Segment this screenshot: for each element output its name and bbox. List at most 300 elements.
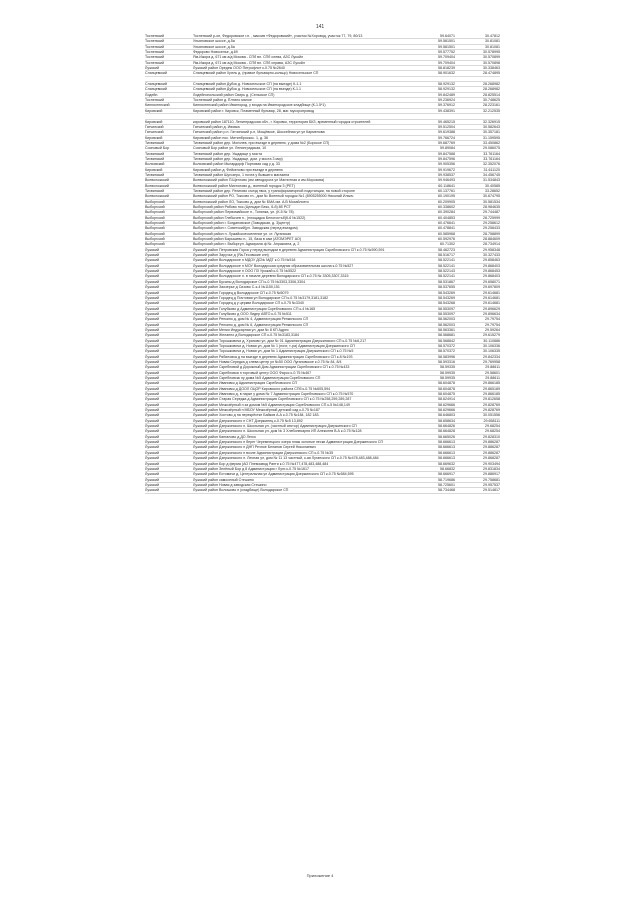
address-cell: Ульяновское шоссе, д.5а: [193, 39, 235, 44]
address-cell: Лужский район Оредеж ООО Петрофлот к-0.75 №2640: [193, 66, 285, 71]
latitude-cell: 60.190195: [438, 194, 455, 199]
district-cell: [145, 114, 193, 118]
longitude-cell: 30.47812: [485, 34, 500, 38]
longitude-cell: 28.725999: [483, 215, 500, 220]
address-cell: [193, 114, 409, 118]
address-cell: Кировский район д. Фейкелово при въезде в деревню: [193, 167, 283, 172]
district-cell: Выборгский: [145, 215, 165, 220]
longitude-cell: 33.450862: [483, 140, 500, 145]
district-cell: Лужский: [145, 429, 160, 434]
latitude-cell: 58.719686: [438, 477, 455, 482]
longitude-cell: 29.79754: [485, 317, 500, 322]
longitude-cell: 30.357181: [483, 130, 500, 135]
latitude-cell: 58.59935: [440, 370, 455, 375]
address-cell: Лужский район Капгалово д ДО Легко: [193, 434, 256, 439]
latitude-cell: 58.531867: [438, 279, 455, 284]
latitude-cell: 60.209905: [438, 199, 455, 204]
longitude-cell: 28.884609: [483, 237, 500, 242]
longitude-cell: 32.326915: [483, 119, 500, 124]
longitude-cell: 30.674795: [483, 194, 500, 199]
latitude-cell: 60.118641: [438, 183, 455, 188]
address-cell: Лужский район Дзержинского п. Школьная ул. (частный сектор) Администрация Дзержинского СП: [193, 424, 357, 429]
address-cell: Лужский район Межозёрный п за домом №5 Администрация Скребловского СП к-5 №148,149: [193, 402, 350, 407]
address-cell: Сланцевский район Хрель д. (правое бульварно-кольцо) Новосельское СП: [193, 71, 319, 76]
latitude-cell: 58.725601: [438, 482, 455, 487]
address-cell: Выборгский район Рябово пос.(Цельдин Беко, 6-й) 8б РСТ: [193, 205, 291, 209]
address-cell: Тихвинский район дер. Могилев, при въезде в деревню, у дома №2 (Борское СП): [193, 140, 330, 145]
longitude-cell: 30.81081: [485, 39, 500, 44]
longitude-cell: 29.514817: [483, 488, 500, 493]
address-cell: Сланцевский район Дубок д. Новосельское СП (на выезде) К-1.1: [193, 82, 302, 87]
address-cell: Лужский район Городец д у церкви Володарское СП к-0.75 №3340: [193, 301, 304, 306]
latitude-cell: 59.64071: [440, 34, 455, 38]
longitude-cell: 33.28652: [485, 188, 500, 193]
district-cell: Гатчинский: [145, 130, 164, 135]
district-cell: Сланцевский: [145, 87, 167, 92]
district-cell: Сланцевский: [145, 82, 167, 87]
longitude-cell: 28.268982: [483, 82, 500, 87]
address-cell: Кировский район пос. Митинброскос. 1, д. 36: [193, 135, 269, 140]
district-cell: Лужский: [145, 477, 160, 482]
latitude-cell: 58.734468: [438, 488, 455, 493]
longitude-cell: [458, 77, 500, 81]
address-cell: Кингисеппский район Ивангород, у входа на Ивангородское кладбище (К-1.5*1): [193, 103, 326, 108]
address-cell: Всеволожский район П.Щеглово (им автодорога ул Магнитная и им.Морозова): [193, 178, 325, 183]
latitude-cell: 58.665026: [438, 434, 455, 439]
district-cell: Лужский: [145, 285, 160, 290]
longitude-cell: 29.896629: [483, 306, 500, 311]
latitude-cell: 59.581501: [438, 39, 455, 44]
district-cell: Выборгский: [145, 237, 165, 242]
page-footer: Приложение 4: [306, 873, 334, 878]
latitude-cell: 58.583996: [438, 354, 455, 359]
address-cell: Гатчинский район д. Ивовка: [193, 124, 240, 129]
district-cell: Тихвинский: [145, 156, 165, 161]
district-cell: Тосненский: [145, 98, 165, 103]
address-cell: Лужский район Репкино д, дом № 4, Администрация Репкинского СП: [193, 317, 309, 322]
address-cell: Тосненский район д. Ёлтино малое: [193, 98, 252, 103]
address-cell: Выборгский район Первомайское п., Топянка, ул. (К-5 № 78): [193, 210, 294, 215]
longitude-cell: 29.258433: [483, 226, 500, 231]
address-cell: Волховский район Мыгардорф Портовая сад у д. 33: [193, 162, 280, 167]
address-cell: Лужский район Дзержинского п возле Администрации Дзержинского СП к-0.75 №35: [193, 450, 334, 455]
district-cell: Лужский: [145, 482, 160, 487]
latitude-cell: 58.604875: [438, 392, 455, 397]
address-cell: Лужский район Городец д Почтовая ул Володарское СП к-0.75 №3179,3181,3182: [193, 295, 329, 300]
latitude-cell: 58.666613: [438, 440, 455, 445]
longitude-cell: 30.581534: [483, 199, 500, 204]
address-cell: Тихвинский район Шугозеро, 1 почта у бывшего магазина: [193, 172, 290, 177]
latitude-cell: 58.66832: [440, 466, 455, 471]
address-cell: Лужский район Володарское п МОУ Володарская средняя образовательная школа к-0.75 №527: [193, 263, 354, 268]
district-cell: Лужский: [145, 66, 160, 71]
latitude-cell: 58.666917: [438, 472, 455, 477]
district-cell: Тихвинский: [145, 188, 165, 193]
latitude-cell: 60.338602: [438, 205, 455, 209]
address-cell: Гатчинский район р.п. Гатчинский р-н, Мощёвкое, Шоссейная ул ул Кармелова: [193, 130, 325, 135]
latitude-cell: 58.570372: [438, 343, 455, 348]
address-cell: Лужский район Голубково д Администрация Скребловского СП к-4 №165: [193, 306, 316, 311]
latitude-cell: 58.666613: [438, 456, 455, 461]
address-cell: Лужский район Хостово д на перекрёстке Байков А.А к-0.75 №184, 182 183.: [193, 413, 320, 418]
district-cell: Выборгский: [145, 226, 165, 231]
district-cell: Волховский: [145, 162, 165, 167]
district-cell: Лужский: [145, 418, 160, 423]
address-cell: Лужский район Бор д ферма (АО Племзавод Рапти к-0.75 №477,478,483,488,484: [193, 461, 329, 466]
longitude-cell: 29.828769: [483, 408, 500, 413]
district-cell: Лужский: [145, 306, 160, 311]
latitude-cell: [409, 114, 458, 118]
district-cell: Лужский: [145, 295, 160, 300]
address-cell: Выборгский район Глебычев п., (площадка Белогостьб(К-6 №1522): [193, 215, 306, 220]
address-cell: Лужский район Володарское п ООО ПЗ Урожай к-0.75 №5522: [193, 269, 297, 274]
latitude-cell: [409, 77, 458, 81]
district-cell: Лужский: [145, 445, 160, 450]
longitude-cell: 30.578995: [483, 50, 500, 55]
address-cell: Лужский район Новая д заводская Стешино: [193, 482, 267, 487]
address-cell: Лужский район Дзержинского п берег Черемнецкого озера пляж золотые пески Администрация Дзержинского СП: [193, 440, 384, 445]
district-cell: Лужский: [145, 354, 160, 359]
longitude-cell: 29.886287: [483, 445, 500, 450]
address-cell: Лужский район Рябиновка д на выезде в деревню Администрация Скребловского СП к-8 №193: [193, 354, 353, 359]
address-cell: Лужский район Скребловка п торговый центр ООО Фарос к-0.75 №467: [193, 370, 312, 375]
address-cell: Тихвинский район дер. Ратигово съезд нвоз, у трансформаторной подстанции, на новой стороне: [193, 188, 356, 193]
latitude-cell: 58.664826: [438, 424, 455, 429]
address-cell: кировский район 187110, Ленинградская обл., г. Кировск, территория БКЗ, временный городок строителей: [193, 119, 371, 124]
longitude-cell: 29.614681: [483, 290, 500, 295]
latitude-cell: 59.938537: [438, 172, 455, 177]
address-cell: Лужский район Скребловой д Дорожный Дом Администрации Скребловского СП к-0.75 №433: [193, 365, 350, 370]
address-cell: Лужский район Петровская Горка у перед выездом в деревню Администрация Скребловского СП к-0.75 №590,591: [193, 247, 385, 252]
address-cell: Выборгский район Барышево п., 15, база в сам (АТОМЭРЕТ АО): [193, 237, 302, 242]
latitude-cell: 59.847596: [438, 156, 455, 161]
latitude-cell: 59.581501: [438, 44, 455, 49]
longitude-cell: 29.842334: [483, 354, 500, 359]
longitude-cell: 29.903494: [483, 461, 500, 466]
latitude-cell: 59.946493: [438, 178, 455, 183]
longitude-cell: 28.825514: [483, 92, 500, 97]
latitude-cell: 58.666613: [438, 445, 455, 450]
longitude-cell: 29.769958: [483, 359, 500, 364]
longitude-cell: 28.268982: [483, 87, 500, 92]
longitude-cell: 33.761164: [483, 151, 500, 156]
district-cell: Лужский: [145, 322, 160, 327]
longitude-cell: 32.212535: [483, 108, 500, 113]
district-cell: Сосновый Бор: [145, 146, 170, 151]
latitude-cell: 59.512504: [438, 124, 455, 129]
longitude-cell: 29.886287: [483, 450, 500, 455]
district-cell: Тихвинский: [145, 140, 165, 145]
address-cell: Лужский район самоселый Стешино: [193, 477, 254, 482]
district-cell: Лужский: [145, 488, 160, 493]
longitude-cell: 29.886287: [483, 440, 500, 445]
latitude-cell: 58.543268: [438, 301, 455, 306]
district-cell: Всеволожский: [145, 178, 169, 183]
latitude-cell: 59.687769: [438, 140, 455, 145]
district-cell: Лужский: [145, 327, 160, 332]
address-cell: Лодейнопольский район Свирь д. (Сельское СП): [193, 92, 275, 97]
longitude-cell: 30.40585: [485, 183, 500, 188]
latitude-cell: 58.553097: [438, 306, 455, 311]
district-cell: Лужский: [145, 258, 160, 263]
district-cell: Лужский: [145, 343, 160, 348]
longitude-cell: 29.614681: [483, 301, 500, 306]
longitude-cell: 32.352076: [483, 162, 500, 167]
district-cell: Выборгский: [145, 231, 165, 236]
district-cell: Тосненский: [145, 50, 165, 55]
longitude-cell: 31.611120: [483, 167, 500, 172]
latitude-cell: 58.629666: [438, 402, 455, 407]
longitude-cell: 29.258612: [483, 221, 500, 226]
district-cell: Кировский: [145, 108, 163, 113]
latitude-cell: 59.236924: [438, 98, 455, 103]
address-cell: Выборгский район п. Лужайскоеоселение ул. ст. Луганская: [193, 231, 292, 236]
address-cell: Лужский район Скребловскк пу дома №5 Администрация Скребловского СП: [193, 376, 321, 380]
longitude-cell: 29.68254: [485, 429, 500, 434]
longitude-cell: 30.051556: [483, 413, 500, 418]
latitude-cell: 58.604878: [438, 381, 455, 386]
latitude-cell: 59.766724: [438, 135, 455, 140]
district-cell: Лужский: [145, 247, 160, 252]
address-cell: Лужский район Ивановск д, в парке у дома № 7 Администрация Скребловского СП к-0.75 №570: [193, 392, 354, 397]
longitude-cell: 29.957537: [483, 482, 500, 487]
longitude-cell: 29.88611: [485, 376, 500, 380]
address-cell: Лужский район Ивановск д ДООЛ ОЦОР Кировского района СПб к-0.75 №605,594: [193, 386, 331, 391]
district-cell: Гатчинский: [145, 124, 164, 129]
district-cell: Лужский: [145, 456, 160, 461]
longitude-cell: 29.744487: [483, 210, 500, 215]
latitude-cell: 59.465215: [438, 119, 455, 124]
latitude-cell: 58.593316: [438, 359, 455, 364]
latitude-cell: 58.664828: [438, 429, 455, 434]
address-cell: Всеволожский район РО, Токсово гп., дом № Военный городок №1 (8905255000 Николай Ильич: [193, 194, 354, 199]
latitude-cell: 58.543269: [438, 290, 455, 295]
latitude-cell: 58.570372: [438, 349, 455, 354]
district-cell: Лужский: [145, 370, 160, 375]
longitude-cell: 29.658111: [483, 418, 500, 423]
district-cell: Выборгский: [145, 221, 165, 226]
address-cell: Ульяновское шоссе, д.5а: [193, 44, 235, 49]
longitude-cell: 29.68254: [485, 424, 500, 429]
longitude-cell: 33.761164: [483, 156, 500, 161]
address-cell: Лужский район Желанно д Володарское СП к-0.75 №3183,3184: [193, 333, 299, 338]
longitude-cell: 30.570899: [483, 55, 500, 60]
longitude-cell: 29.958348: [483, 247, 500, 252]
longitude-cell: 31.534843: [483, 178, 500, 183]
address-cell: Лужский район Бусаны д Володарское СП к-0.75 №3303,3306,3304: [193, 279, 306, 284]
address-cell: Лужский район Дзержинского п СНТ Дзержинец к-0.75 №5 13,892: [193, 418, 303, 423]
district-cell: Лужский: [145, 424, 160, 429]
district-cell: Лужский: [145, 263, 160, 268]
district-cell: Лужский: [145, 397, 160, 402]
latitude-cell: 58.522143: [438, 269, 455, 274]
latitude-cell: 58.629666: [438, 408, 455, 413]
latitude-cell: 59.709404: [438, 60, 455, 65]
latitude-cell: 58.522141: [438, 258, 455, 263]
longitude-cell: 28.734914: [483, 242, 500, 247]
district-cell: Тосненский: [145, 55, 165, 60]
longitude-cell: 34.456745: [483, 172, 500, 177]
address-cell: [193, 77, 409, 81]
district-cell: Тосненский: [145, 44, 165, 49]
district-cell: Кировский: [145, 119, 163, 124]
latitude-cell: 58.646803: [438, 413, 455, 418]
latitude-cell: 58.59935: [440, 376, 455, 380]
address-cell: Лужский район Торошковичи д, Новая ул, дом № 1 Администрация Дзержинского СП к-0.75 №5: [193, 349, 354, 354]
district-cell: Лужский: [145, 466, 160, 471]
latitude-cell: 59.709404: [438, 55, 455, 60]
longitude-cell: 29.868403: [483, 263, 500, 268]
district-cell: Лужский: [145, 381, 160, 386]
address-cell: Сланцевский район Дубок д. Новосельское СП (на въезде) К-1.1: [193, 87, 301, 92]
address-cell: Лужский район Володарское п. в начале деревни Володарского СП к-0.75 № 3305,3307,3315: [193, 274, 349, 279]
district-cell: Лужский: [145, 392, 160, 397]
longitude-cell: 30.81081: [485, 44, 500, 49]
longitude-cell: 28.984635: [483, 205, 500, 209]
longitude-cell: 30.582643: [483, 124, 500, 129]
latitude-cell: 58.563361: [438, 327, 455, 332]
address-cell: Лужский район Межозёрный п МБОУ Межозёрный детский сад к-0.75 №187: [193, 408, 320, 413]
address-cell: Всеволожский район Мистолово д., военный городок 3 (РЕТ): [193, 183, 295, 188]
district-cell: Выборгский: [145, 242, 165, 247]
longitude-cell: 29.79754: [485, 322, 500, 327]
latitude-cell: 59.919672: [438, 167, 455, 172]
longitude-cell: 29.615279: [483, 333, 500, 338]
latitude-cell: 59.89084: [440, 146, 455, 151]
latitude-cell: 58.818239: [438, 66, 455, 71]
longitude-cell: 29.868287: [483, 456, 500, 461]
latitude-cell: 60.476641: [438, 221, 455, 226]
latitude-cell: 58.568681: [438, 333, 455, 338]
district-cell: Кировский: [145, 167, 163, 172]
longitude-cell: 28.758899: [483, 231, 500, 236]
district-cell: Лужский: [145, 376, 160, 380]
longitude-cell: 29.59264: [485, 327, 500, 332]
address-cell: Лужский район Старая Середка д Администрация Скребловского СП к-0.75 №258,259,289,287: [193, 397, 352, 402]
district-cell: Лужский: [145, 402, 160, 407]
district-cell: Лужский: [145, 279, 160, 284]
latitude-cell: 60.71302: [440, 242, 455, 247]
latitude-cell: 60.585968: [438, 231, 455, 236]
latitude-cell: 59.842489: [438, 92, 455, 97]
address-cell: Лужский район Новая Середка д слева центр ул №50 ООО Лугановское к-0.75 № 84, 8/4: [193, 359, 342, 364]
district-cell: Лужский: [145, 301, 160, 306]
district-cell: Лужский: [145, 333, 160, 338]
longitude-cell: 29.828769: [483, 402, 500, 407]
address-cell: Всеволожский район ЛО, Токсово д. дом № БМА им. А.В Мохайлоего: [193, 199, 309, 204]
address-cell: Лужский район Зелёный Бор д 8 Администрация г Луги к-0.75 №1617: [193, 466, 310, 471]
latitude-cell: 58.604878: [438, 386, 455, 391]
longitude-cell: 29.868453: [483, 269, 500, 274]
longitude-cell: 30.570898: [483, 60, 500, 65]
longitude-cell: 29.868403: [483, 274, 500, 279]
district-cell: Лужский: [145, 274, 160, 279]
latitude-cell: 58.658634: [438, 418, 455, 423]
longitude-cell: 30.106335: [483, 349, 500, 354]
page-number: 141: [315, 24, 325, 30]
district-cell: [145, 77, 193, 81]
address-cell: Выборгский район г. Выборгул. Адмирала ф №. Апраксина, д. 2: [193, 242, 300, 247]
longitude-cell: 29.828310: [483, 434, 500, 439]
latitude-cell: 58.624914: [438, 397, 455, 402]
table-row: [145, 488, 500, 493]
district-cell: Лужский: [145, 317, 160, 322]
district-cell: Лужский: [145, 434, 160, 439]
district-cell: Лужский: [145, 359, 160, 364]
longitude-cell: 29.58601: [485, 370, 500, 375]
latitude-cell: 60.404853: [438, 215, 455, 220]
longitude-cell: 29.658071: [483, 279, 500, 284]
latitude-cell: 58.568842: [438, 338, 455, 343]
district-cell: Лужский: [145, 386, 160, 391]
district-cell: Тосненский: [145, 39, 165, 44]
district-cell: Лужский: [145, 408, 160, 413]
latitude-cell: 60.478841: [438, 226, 455, 231]
latitude-cell: 58.462723: [438, 247, 455, 252]
district-cell: Лодейн.: [145, 92, 159, 97]
latitude-cell: 59.847588: [438, 151, 455, 156]
longitude-cell: 29.858463: [483, 258, 500, 263]
address-cell: Лужский район Волошово п (кладбище) Володарское СП: [193, 488, 289, 493]
longitude-cell: 29.896634: [483, 311, 500, 316]
address-cell: Тихвинский район дер. Ущадище у моста: [193, 151, 262, 156]
district-cell: Сланцевский: [145, 71, 167, 76]
latitude-cell: 58.537655: [438, 285, 455, 290]
latitude-cell: 58.562003: [438, 317, 455, 322]
latitude-cell: 58.522141: [438, 263, 455, 268]
district-cell: Лужский: [145, 413, 160, 418]
district-cell: Тосненский: [145, 60, 165, 65]
latitude-cell: 58.929132: [438, 87, 455, 92]
latitude-cell: 60.390284: [438, 210, 455, 215]
longitude-cell: 30.327433: [483, 253, 500, 258]
address-cell: Лужский район Ивановск д Администрация Скребловского СП: [193, 381, 298, 386]
longitude-cell: 29.886917: [483, 472, 500, 477]
district-cell: Лужский: [145, 290, 160, 295]
address-cell: Лужский район Голубково д ООО Лидер АВТО к-0.75 №511: [193, 311, 292, 316]
district-cell: Лужский: [145, 253, 160, 258]
longitude-cell: 30.106336: [483, 343, 500, 348]
address-cell: Лужский район Мелки Индукарная ул, дом № 8 КП Адрес: [193, 327, 289, 332]
address-cell: Тосненский р-он, Федоровское г.п. , массив «Федоровский», участок №Хоровод, участок 77, 79, 80/13: [193, 34, 363, 38]
district-cell: Лужский: [145, 461, 160, 466]
address-cell: Ям-Ижора д. 671 км а/д Москва - СПб вл. СПб справа, АЗС Лукойл: [193, 60, 305, 65]
address-cell: Лужский район Торошковичи д, Новая ул, дом № 1 (почт, т-ра) Администрация Дзержинского СП: [193, 343, 355, 348]
district-cell: Всеволожский: [145, 194, 169, 199]
latitude-cell: 58.59335: [440, 365, 455, 370]
address-cell: Лужский район Заручье д (Яа-Тесовские спп): [193, 253, 269, 258]
address-cell: Лужский район Торошковичи д, Храпово ул, дом № 01 Администрация Дзержинского СП к-0.75 №6,217: [193, 338, 367, 343]
address-cell: Ям-Ижора д. 671 км а/д Москва - СПб вл. СПб слева, АЗС Лукойл: [193, 55, 304, 60]
latitude-cell: 58.666613: [438, 450, 455, 455]
longitude-cell: 29.866185: [483, 381, 500, 386]
district-cell: Лужский: [145, 349, 160, 354]
longitude-cell: 29.697809: [483, 285, 500, 290]
address-cell: Лужский район Дзержинского п. Школьная ул. дом № 3 Хлебопекарня ИП Алексеев В.А к-0.75 №128: [193, 429, 362, 434]
district-cell: Лужский: [145, 440, 160, 445]
district-cell: Тихвинский: [145, 151, 165, 156]
longitude-cell: 30.338463: [483, 66, 500, 71]
longitude-cell: 29.866185: [483, 392, 500, 397]
data-table: [145, 34, 500, 494]
district-cell: Лужский: [145, 472, 160, 477]
district-cell: Кировский: [145, 135, 163, 140]
address-cell: Сосновый Бор район ул. Ленинградская, 10: [193, 146, 267, 151]
district-cell: Лужский: [145, 269, 160, 274]
address-cell: Лужский район Естомичи д, Центральная ул Администрация Дзержинского СП к-0.75 №584,595: [193, 472, 354, 477]
latitude-cell: 58.522141: [438, 274, 455, 279]
latitude-cell: 60.592976: [438, 237, 455, 242]
